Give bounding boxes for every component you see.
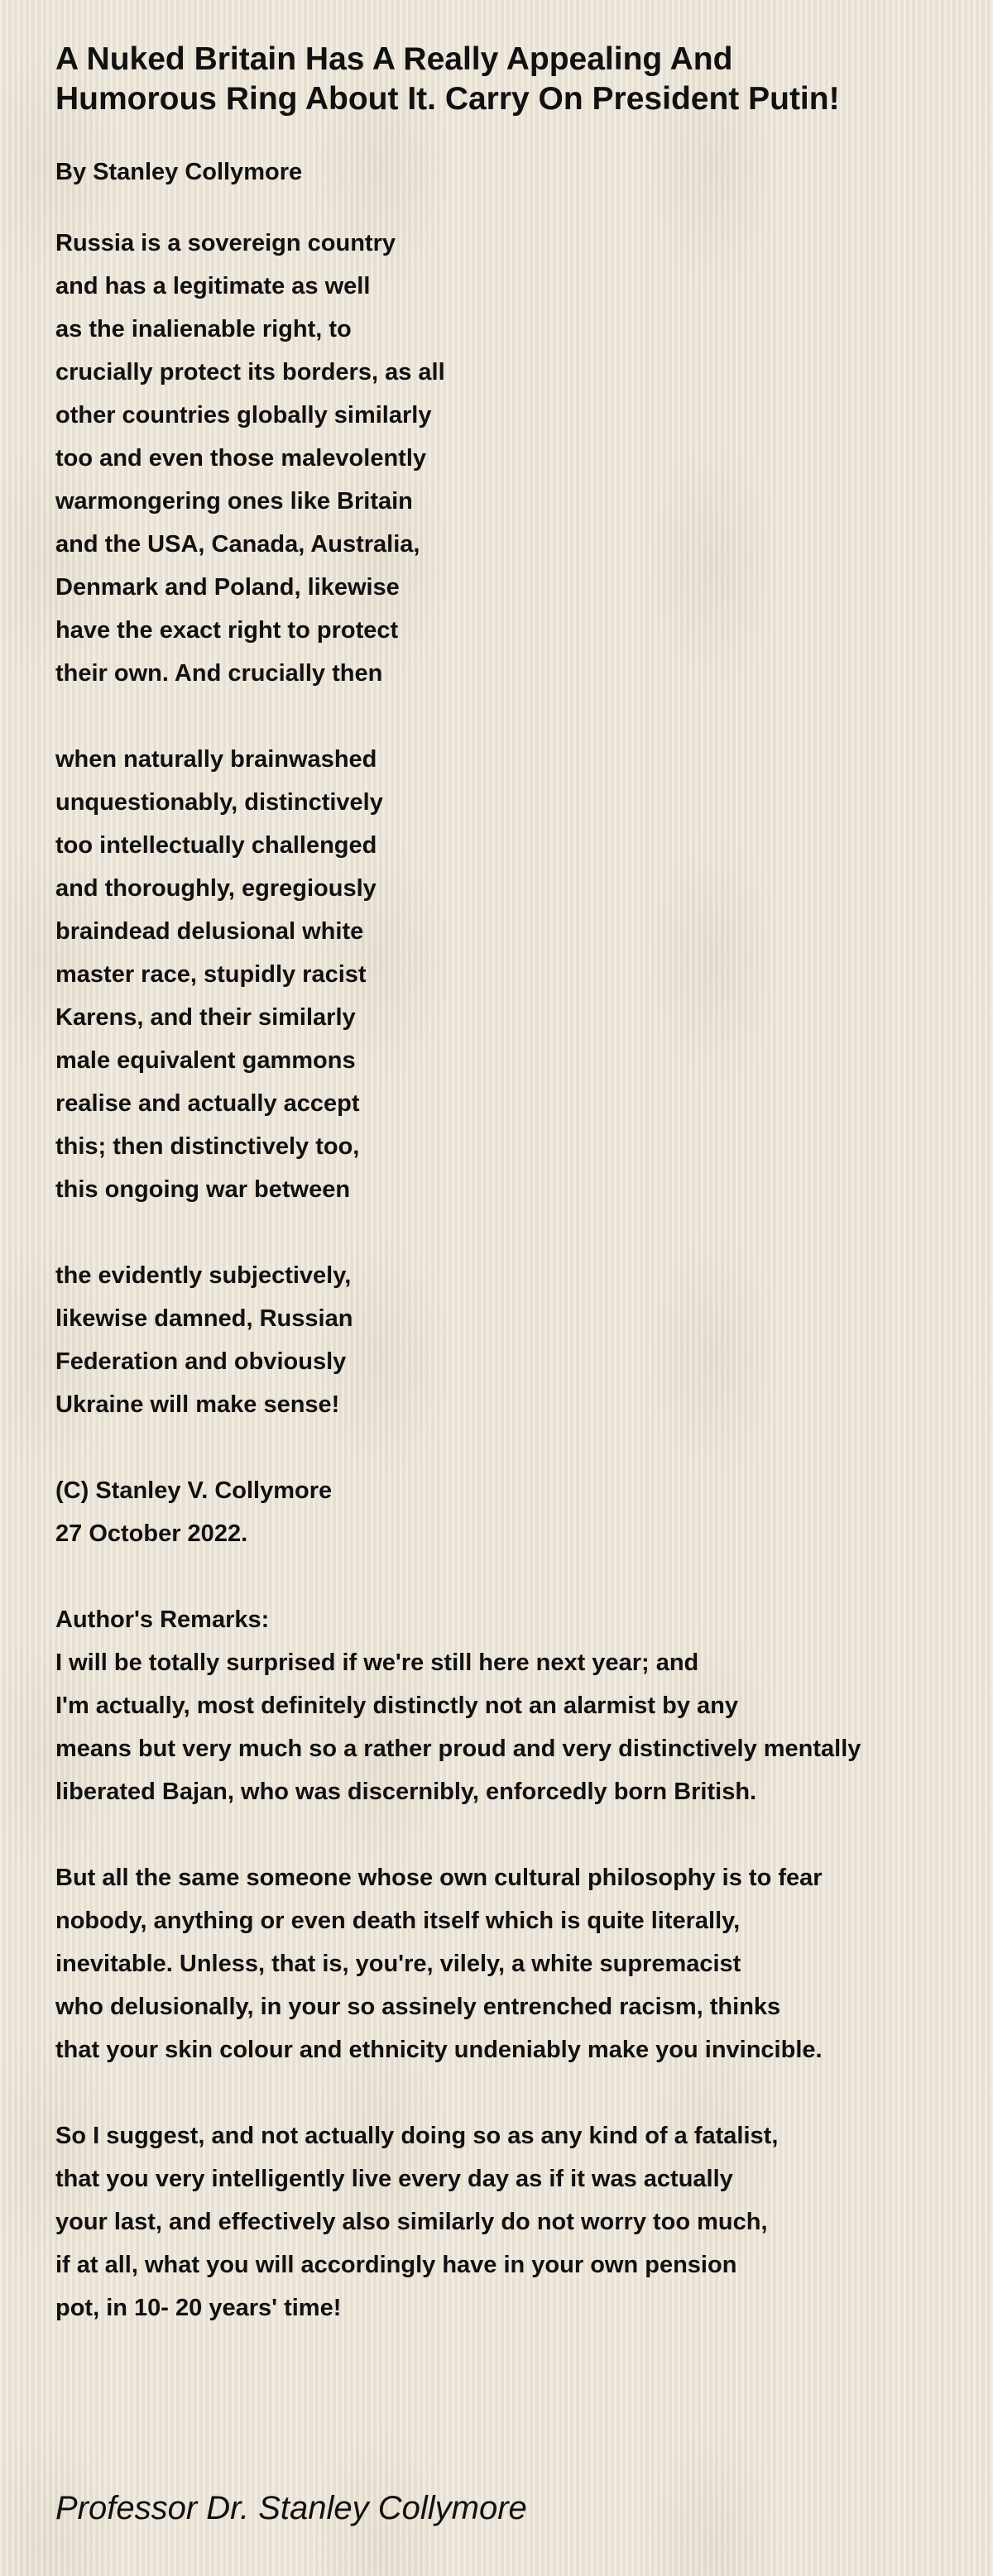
remarks-line: means but very much so a rather proud and very distinctively mentally: [55, 1736, 861, 1762]
remarks-paragraph-3: [55, 2114, 974, 2329]
remarks-paragraph-1: [55, 1641, 974, 1813]
poem-line: warmongering ones like Britain: [55, 488, 413, 515]
poem-line: Russia is a sovereign country: [55, 230, 396, 256]
remarks-line: that your skin colour and ethnicity undeniably make you invincible.: [55, 2037, 823, 2063]
poem-line: Ukraine will make sense!: [55, 1391, 340, 1418]
remarks-line: that you very intelligently live every day as if it was actually: [55, 2166, 733, 2192]
remarks-line: pot, in 10- 20 years' time!: [55, 2295, 342, 2321]
poem-line: Federation and obviously: [55, 1348, 347, 1375]
poem-line: their own. And crucially then: [55, 660, 383, 687]
poem-date: 27 October 2022.: [55, 1520, 248, 1547]
poem-line: the evidently subjectively,: [55, 1262, 352, 1289]
poem-line: Denmark and Poland, likewise: [55, 574, 400, 601]
poem-body: [55, 222, 974, 1555]
remarks-line: your last, and effectively also similarly do not worry too much,: [55, 2209, 768, 2235]
poem-line: have the exact right to protect: [55, 617, 399, 644]
poem-line: braindead delusional white: [55, 918, 364, 945]
poem-title: A Nuked Britain Has A Really Appealing And Humorous Ring About It. Carry On President Putin!: [55, 41, 840, 117]
poem-line: Karens, and their similarly: [55, 1004, 356, 1031]
poem-line: too intellectually challenged: [55, 832, 377, 859]
remarks-line: nobody, anything or even death itself which is quite literally,: [55, 1908, 741, 1934]
remarks-line: if at all, what you will accordingly have in your own pension: [55, 2252, 737, 2278]
poem-line: crucially protect its borders, as all: [55, 359, 445, 385]
poem-line: unquestionably, distinctively: [55, 789, 383, 816]
remarks-line: inevitable. Unless, that is, you're, vilely, a white supremacist: [55, 1951, 741, 1977]
poem-line: this; then distinctively too,: [55, 1133, 360, 1160]
remarks-paragraph-2: [55, 1856, 974, 2071]
poem-line: and has a legitimate as well: [55, 273, 371, 299]
signature: Professor Dr. Stanley Collymore: [55, 2490, 527, 2526]
poem-line: master race, stupidly racist: [55, 961, 367, 988]
poem-line: likewise damned, Russian: [55, 1305, 353, 1332]
poem-line: and thoroughly, egregiously: [55, 875, 377, 902]
poem-page: [55, 40, 974, 2373]
poem-line: this ongoing war between: [55, 1176, 351, 1203]
poem-line: too and even those malevolently: [55, 445, 426, 472]
stanza-2: [55, 738, 974, 1211]
stanza-1: [55, 222, 974, 695]
poem-line: realise and actually accept: [55, 1090, 360, 1117]
author-remarks: [55, 1598, 974, 2329]
remarks-line: liberated Bajan, who was discernibly, enforcedly born British.: [55, 1779, 757, 1805]
remarks-line: I will be totally surprised if we're still here next year; and: [55, 1650, 699, 1676]
stanza-3: [55, 1254, 974, 1426]
remarks-line: But all the same someone whose own cultural philosophy is to fear: [55, 1865, 823, 1891]
poem-line: and the USA, Canada, Australia,: [55, 531, 420, 558]
author-byline: By Stanley Collymore: [55, 159, 303, 185]
remarks-heading: Author's Remarks:: [55, 1606, 270, 1633]
poem-line: when naturally brainwashed: [55, 746, 377, 773]
poem-line: as the inalienable right, to: [55, 316, 352, 342]
remarks-line: So I suggest, and not actually doing so as any kind of a fatalist,: [55, 2123, 779, 2149]
remarks-line: I'm actually, most definitely distinctly not an alarmist by any: [55, 1693, 739, 1719]
poem-line: other countries globally similarly: [55, 402, 432, 429]
poem-line: male equivalent gammons: [55, 1047, 356, 1074]
remarks-line: who delusionally, in your so assinely entrenched racism, thinks: [55, 1994, 781, 2020]
copyright-block: [55, 1469, 974, 1555]
copyright-line: (C) Stanley V. Collymore: [55, 1477, 333, 1504]
